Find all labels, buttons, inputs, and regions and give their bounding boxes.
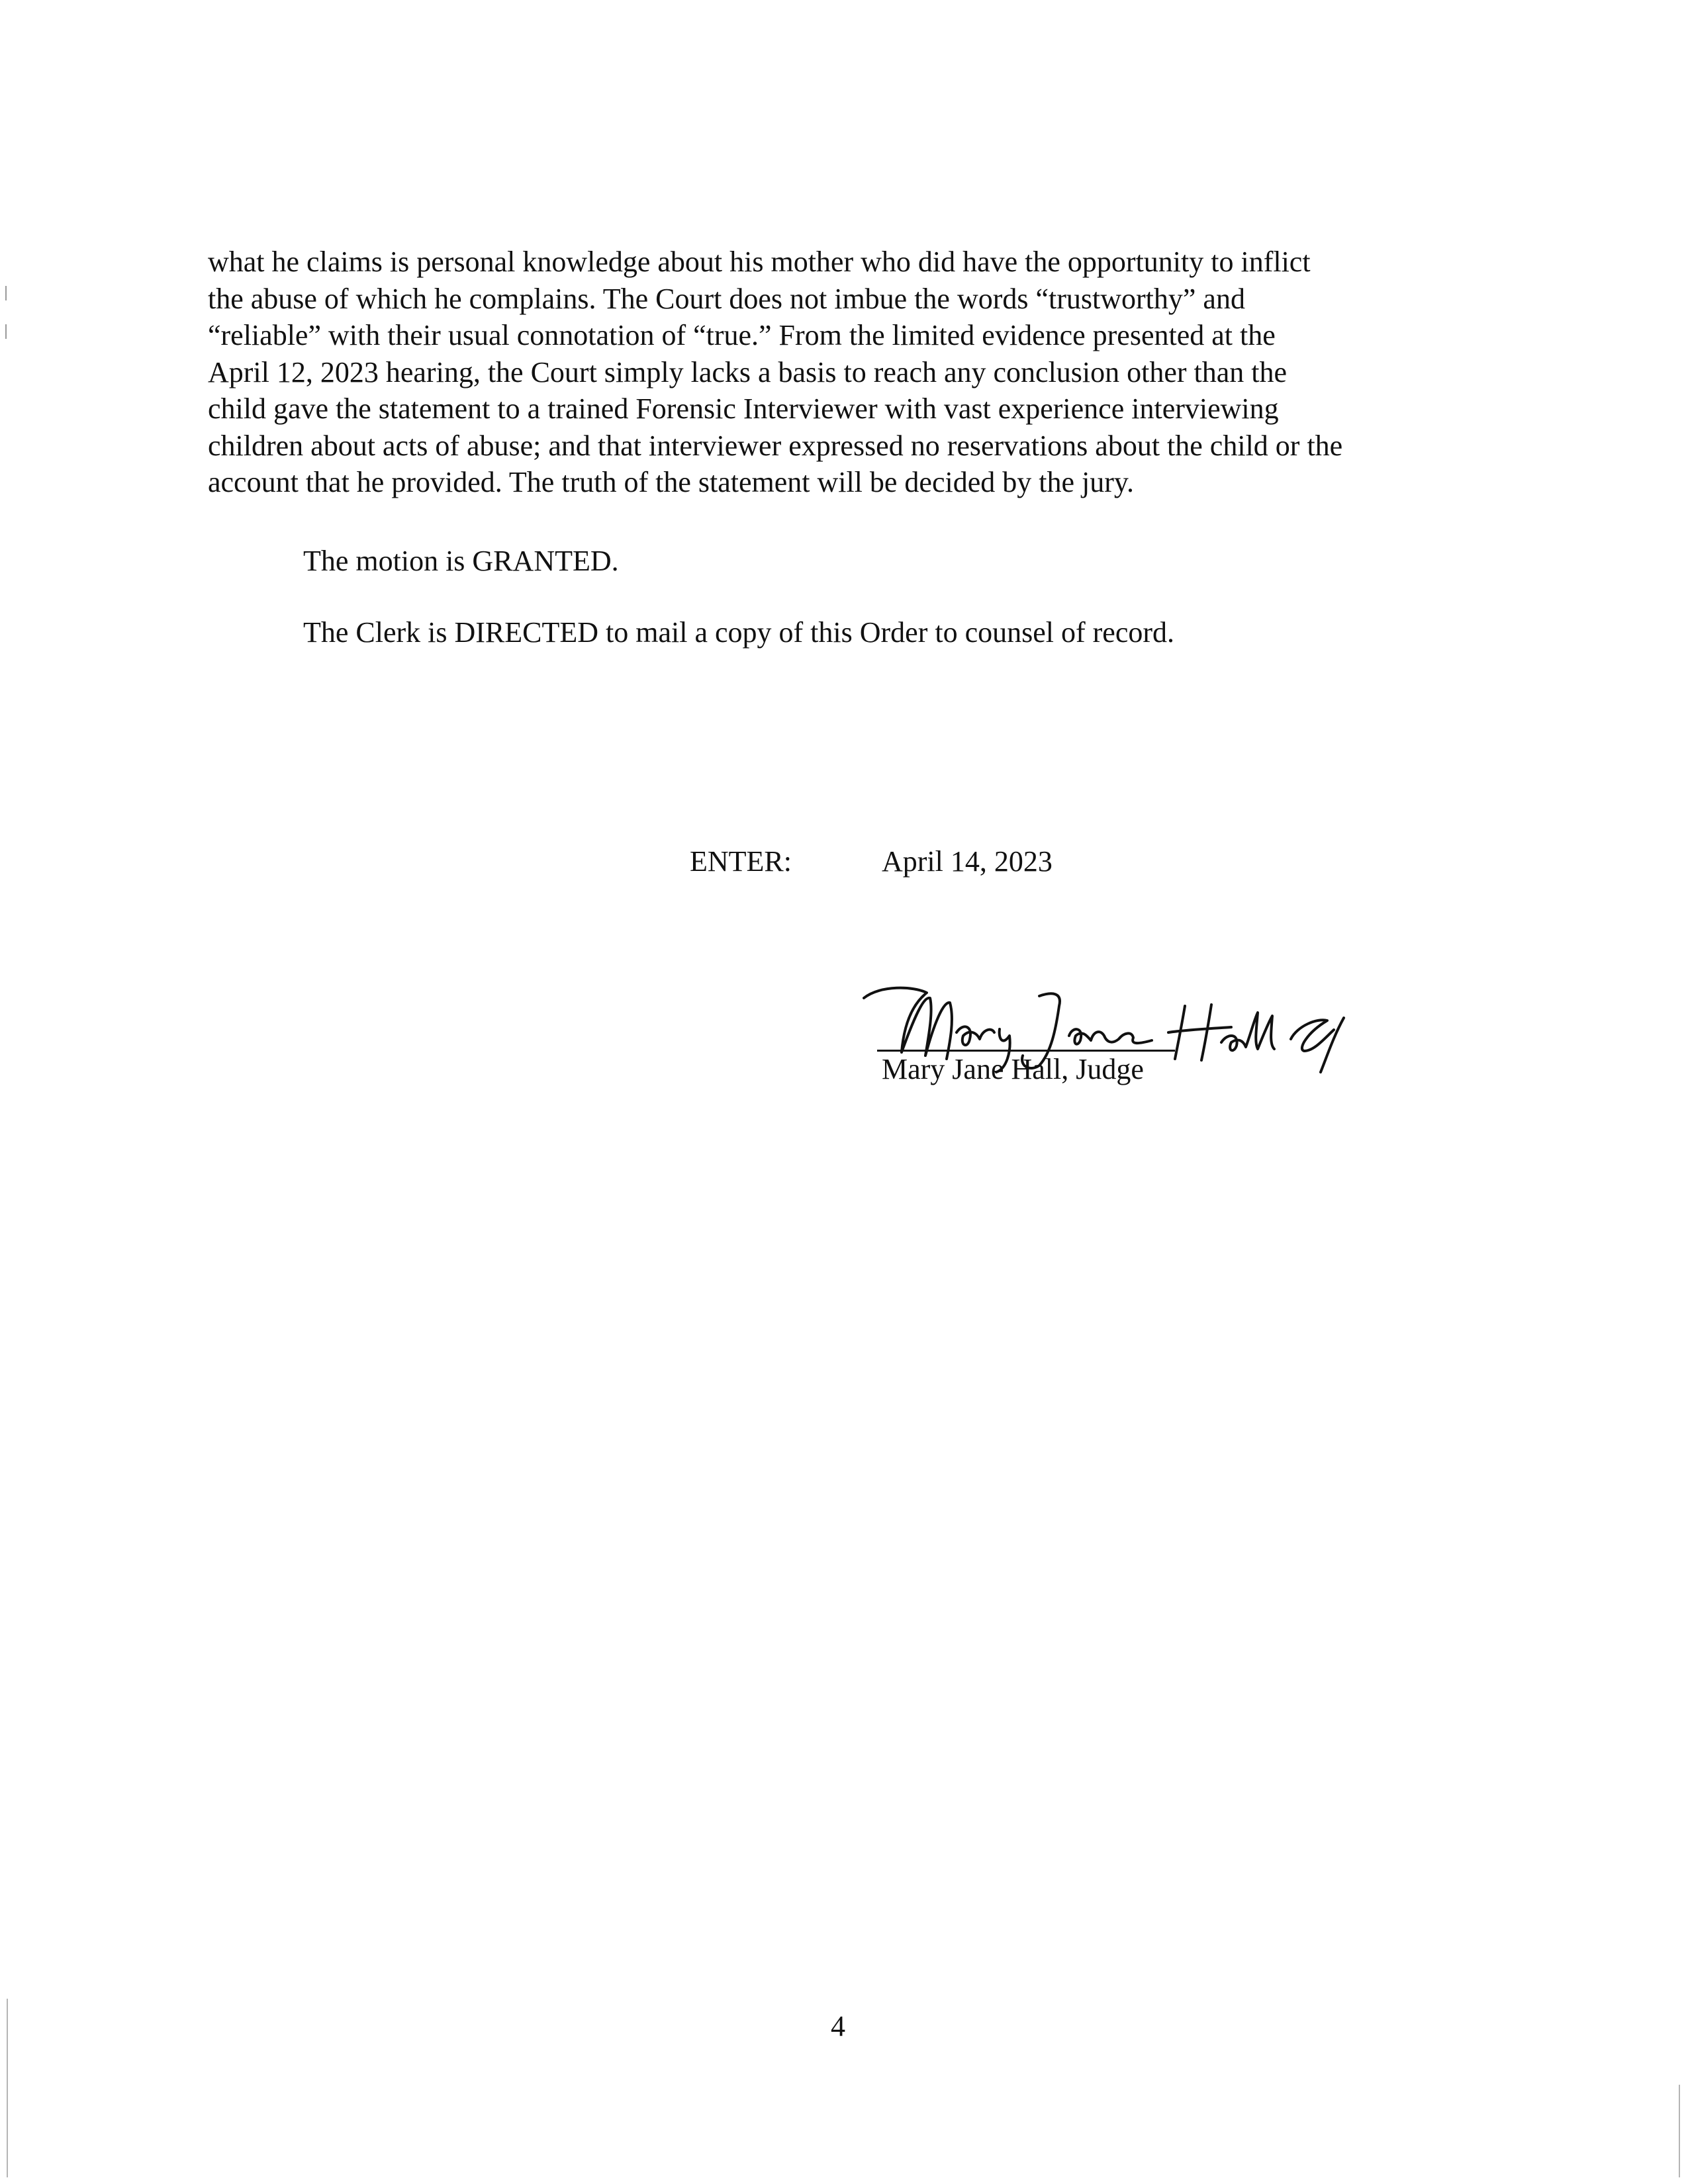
body-line: April 12, 2023 hearing, the Court simply lacks a basis to reach any conclusion other than the [208, 355, 1288, 388]
motion-granted-text: The motion is GRANTED. [303, 545, 619, 577]
body-line: what he claims is personal knowledge about his mother who did have the opportunity to inflict [208, 246, 1311, 278]
signature-line [877, 1050, 1175, 1052]
body-paragraph [208, 244, 1472, 501]
body-line: children about acts of abuse; and that interviewer expressed no reservations about the child or the [208, 429, 1343, 462]
body-line: account that he provided. The truth of the statement will be decided by the jury. [208, 466, 1135, 498]
body-line: “reliable” with their usual connotation of “true.” From the limited evidence presented at the [208, 319, 1276, 351]
enter-label: ENTER: [690, 845, 792, 878]
signer-name: Mary Jane Hall, Judge [882, 1053, 1144, 1085]
scan-artifact [5, 286, 7, 300]
body-line: child gave the statement to a trained Forensic Interviewer with vast experience interviewing [208, 392, 1279, 425]
page-number: 4 [831, 2010, 845, 2042]
scan-artifact [7, 1999, 8, 2177]
body-line: the abuse of which he complains. The Court does not imbue the words “trustworthy” and [208, 282, 1245, 315]
signature-block [841, 966, 1370, 1099]
scan-artifact [1679, 2085, 1680, 2177]
scan-artifact [5, 324, 7, 339]
clerk-directive-text: The Clerk is DIRECTED to mail a copy of this Order to counsel of record. [303, 616, 1175, 649]
enter-date: April 14, 2023 [882, 845, 1053, 878]
